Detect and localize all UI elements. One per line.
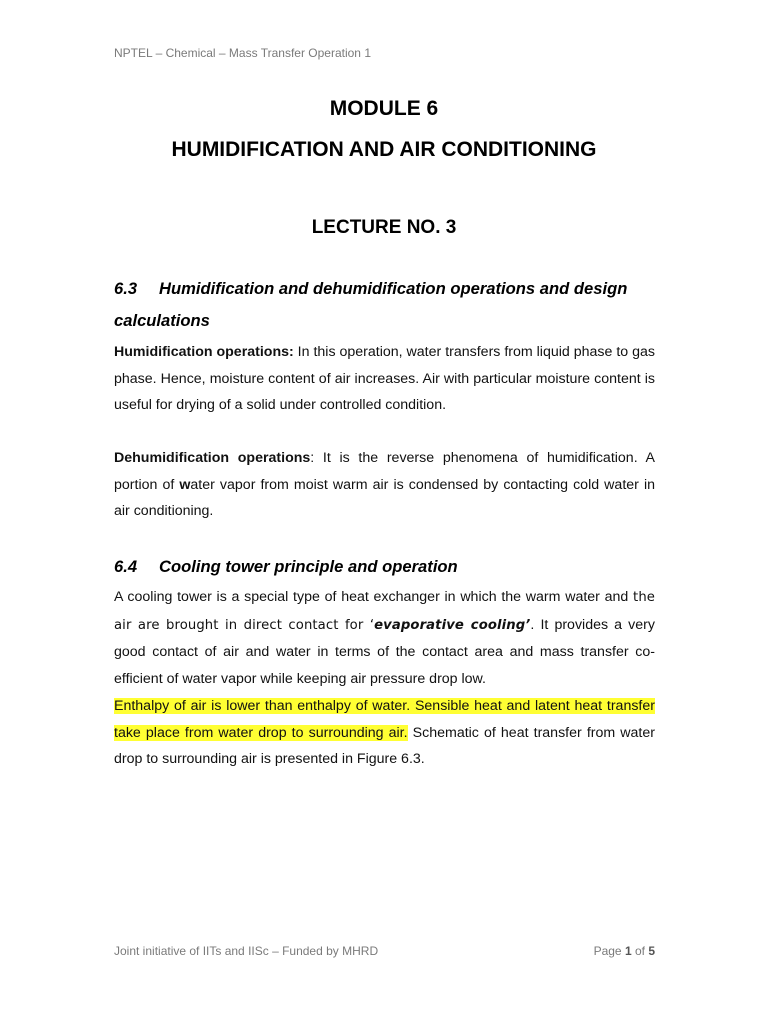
humidification-paragraph [114, 339, 655, 419]
section-6-3-heading [114, 273, 655, 337]
of-word: of [631, 944, 649, 958]
section-title-line1: Humidification and dehumidification operations and design [159, 279, 628, 298]
cooling-text-d: Schematic of heat transfer from water drop to surrounding air is presented in Figure 6.3. [114, 724, 655, 768]
section-number: 6.3 [114, 279, 138, 298]
section-title-line2: calculations [114, 311, 210, 330]
dehumidification-paragraph [114, 445, 655, 525]
lecture-title: LECTURE NO. 3 [311, 217, 457, 238]
humidification-term: Humidification operations: [114, 344, 294, 360]
dehumidification-bold-w: w [179, 476, 191, 493]
evaporative-cooling-term: evaporative cooling’ [374, 617, 531, 633]
section-title: Cooling tower principle and operation [159, 557, 458, 576]
footer-funding: Joint initiative of IITs and IISc – Funded by MHRD [114, 944, 379, 958]
highlighted-enthalpy-text: Enthalpy of air is lower than enthalpy of water. Sensible heat and latent heat transfer take place from water drop to surrounding air. [114, 697, 655, 741]
cooling-tower-paragraph [114, 584, 655, 773]
section-number: 6.4 [114, 557, 138, 576]
cooling-text-a: A cooling tower is a special type of heat exchanger in which the warm water and [114, 589, 634, 605]
dehumidification-term: Dehumidification operations [114, 450, 311, 466]
cooling-text-c: . It provides a very good contact of air and water in terms of the contact area and mass transfer co-efficient of water vapor while keeping air pressure drop low. [114, 616, 655, 688]
cooling-text-b: the air are brought in direct contact for ‘ [114, 590, 655, 633]
module-subtitle: HUMIDIFICATION AND AIR CONDITIONING [171, 138, 597, 161]
page-number: 1 [624, 944, 632, 958]
section-6-4-heading [114, 551, 655, 583]
running-header: NPTEL – Chemical – Mass Transfer Operation 1 [114, 46, 371, 60]
page-total: 5 [648, 944, 655, 958]
dehumidification-text-b: ater vapor from moist warm air is condensed by contacting cold water in air conditioning. [114, 476, 655, 520]
humidification-text: In this operation, water transfers from liquid phase to gas phase. Hence, moisture content of air increases. Air with particular moisture content is useful for drying of a solid under controlled condition. [114, 344, 655, 414]
module-title: MODULE 6 [329, 97, 439, 120]
page-indicator [594, 944, 655, 958]
dehumidification-text-a: : It is the reverse phenomena of humidification. A portion of [114, 450, 656, 493]
page-word: Page [593, 944, 625, 958]
